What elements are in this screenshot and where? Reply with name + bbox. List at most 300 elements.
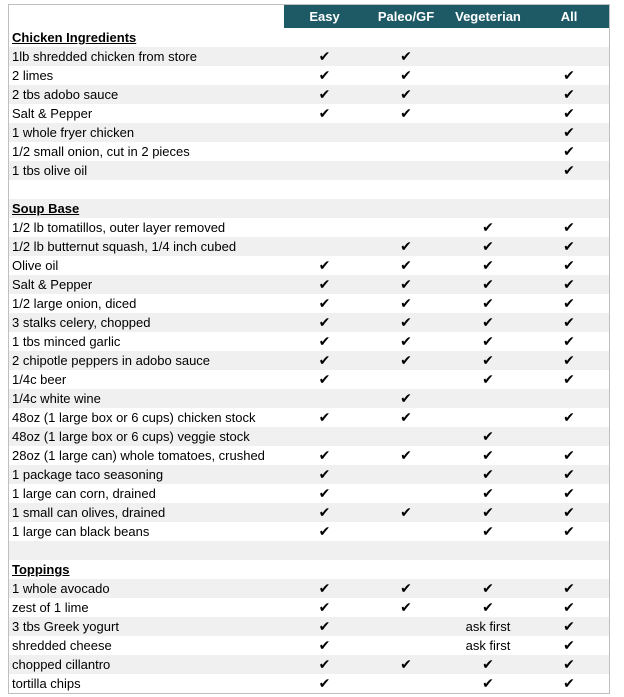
ingredient-label: Salt & Pepper [12, 277, 93, 292]
empty-cell-easy [284, 180, 365, 199]
checkmark-glyph: ✔ [318, 656, 331, 673]
empty-cell-vegeterian [447, 85, 529, 104]
checkmark-glyph: ✔ [400, 276, 412, 293]
checkmark-glyph: ✔ [400, 257, 412, 274]
check-icon [365, 256, 447, 275]
check-icon [284, 598, 365, 617]
check-icon [365, 294, 447, 313]
checkmark-glyph: ✔ [400, 67, 412, 84]
checkmark-glyph: ✔ [482, 428, 494, 445]
check-icon [447, 522, 529, 541]
check-icon [284, 294, 365, 313]
checkmark-glyph: ✔ [563, 352, 575, 369]
empty-cell-easy [284, 199, 365, 218]
check-icon [529, 503, 609, 522]
ingredient-label: 1 package taco seasoning [12, 467, 164, 482]
check-icon [529, 351, 609, 370]
empty-cell-vegeterian [447, 541, 529, 560]
checkmark-glyph: ✔ [482, 504, 494, 521]
table-header [9, 5, 609, 28]
empty-cell-easy [284, 28, 365, 47]
checkmark-glyph: ✔ [482, 656, 494, 673]
ingredient-label: 2 limes [12, 68, 54, 83]
ingredient-label: 1/2 lb tomatillos, outer layer removed [12, 220, 226, 235]
cell-note-vegeterian [447, 617, 529, 636]
empty-cell-paleo-gf [365, 636, 447, 655]
check-icon [447, 218, 529, 237]
check-icon [284, 47, 365, 66]
section-title: Soup Base [12, 201, 80, 216]
checkmark-glyph: ✔ [400, 504, 412, 521]
checkmark-glyph: ✔ [318, 371, 331, 388]
spacer-row [9, 541, 609, 560]
empty-cell-paleo-gf [365, 142, 447, 161]
check-icon [365, 237, 447, 256]
check-icon [529, 256, 609, 275]
ingredient-label: 3 tbs Greek yogurt [12, 619, 119, 634]
check-icon [284, 579, 365, 598]
check-icon [365, 351, 447, 370]
empty-cell-all [529, 28, 609, 47]
ingredient-label: zest of 1 lime [12, 600, 89, 615]
checkmark-glyph: ✔ [563, 257, 575, 274]
checkmark-glyph: ✔ [400, 599, 412, 616]
empty-cell-paleo-gf [365, 560, 447, 579]
check-icon [365, 598, 447, 617]
check-icon [447, 256, 529, 275]
checkmark-glyph: ✔ [318, 352, 331, 369]
checkmark-glyph: ✔ [563, 580, 575, 597]
checkmark-glyph: ✔ [318, 257, 331, 274]
checkmark-glyph: ✔ [318, 86, 331, 103]
checkmark-glyph: ✔ [563, 314, 575, 331]
check-icon [529, 104, 609, 123]
checkmark-glyph: ✔ [482, 238, 494, 255]
note-text: ask first [465, 619, 511, 634]
table-row [9, 446, 609, 465]
ingredient-label: Olive oil [12, 258, 59, 273]
check-icon [284, 332, 365, 351]
checkmark-glyph: ✔ [563, 656, 575, 673]
checkmark-glyph: ✔ [563, 371, 575, 388]
check-icon [284, 408, 365, 427]
table-row [9, 389, 609, 408]
empty-cell-vegeterian [447, 142, 529, 161]
empty-cell-vegeterian [447, 66, 529, 85]
empty-cell-vegeterian [447, 123, 529, 142]
checkmark-glyph: ✔ [318, 580, 331, 597]
ingredient-label: 1/4c white wine [12, 391, 101, 406]
check-icon [365, 503, 447, 522]
checkmark-glyph: ✔ [482, 257, 494, 274]
check-icon [529, 161, 609, 180]
empty-cell-all [529, 47, 609, 66]
table-row [9, 370, 609, 389]
check-icon [447, 313, 529, 332]
empty-cell-paleo-gf [365, 427, 447, 446]
checkmark-glyph: ✔ [563, 675, 575, 692]
check-icon [529, 218, 609, 237]
checkmark-glyph: ✔ [563, 86, 575, 103]
table-row [9, 218, 609, 237]
empty-cell-all [529, 389, 609, 408]
checkmark-glyph: ✔ [482, 219, 494, 236]
checkmark-glyph: ✔ [318, 637, 331, 654]
checkmark-glyph: ✔ [482, 466, 494, 483]
check-icon [284, 256, 365, 275]
checkmark-glyph: ✔ [318, 105, 331, 122]
checkmark-glyph: ✔ [400, 390, 412, 407]
checkmark-glyph: ✔ [563, 466, 575, 483]
ingredient-label: 1 whole avocado [12, 581, 110, 596]
ingredient-label: 1/2 large onion, diced [12, 296, 137, 311]
empty-cell-easy [284, 389, 365, 408]
check-icon [365, 408, 447, 427]
check-icon [365, 47, 447, 66]
empty-cell-all [529, 541, 609, 560]
ingredient-label: Salt & Pepper [12, 106, 93, 121]
empty-cell-vegeterian [447, 161, 529, 180]
checkmark-glyph: ✔ [563, 238, 575, 255]
section-row [9, 560, 609, 579]
empty-cell-all [529, 199, 609, 218]
check-icon [447, 351, 529, 370]
header-easy: Easy [284, 5, 365, 28]
checkmark-glyph: ✔ [318, 485, 331, 502]
empty-cell-easy [284, 161, 365, 180]
empty-cell-paleo-gf [365, 161, 447, 180]
check-icon [365, 66, 447, 85]
note-text: ask first [465, 638, 511, 653]
empty-cell-vegeterian [447, 199, 529, 218]
table-row [9, 47, 609, 66]
checkmark-glyph: ✔ [400, 86, 412, 103]
checkmark-glyph: ✔ [482, 314, 494, 331]
check-icon [447, 370, 529, 389]
check-icon [284, 66, 365, 85]
check-icon [529, 484, 609, 503]
checkmark-glyph: ✔ [400, 314, 412, 331]
ingredient-label: 28oz (1 large can) whole tomatoes, crushed [12, 448, 265, 463]
empty-cell-vegeterian [447, 408, 529, 427]
checkmark-glyph: ✔ [563, 67, 575, 84]
checkmark-glyph: ✔ [563, 276, 575, 293]
empty-cell-paleo-gf [365, 28, 447, 47]
table-row [9, 484, 609, 503]
check-icon [284, 104, 365, 123]
table-row [9, 427, 609, 446]
check-icon [447, 674, 529, 693]
checkmark-glyph: ✔ [482, 580, 494, 597]
empty-cell-paleo-gf [365, 370, 447, 389]
ingredient-label: 1 tbs minced garlic [12, 334, 121, 349]
ingredient-label [9, 180, 284, 199]
checkmark-glyph: ✔ [318, 618, 331, 635]
check-icon [284, 503, 365, 522]
check-icon [284, 370, 365, 389]
checkmark-glyph: ✔ [482, 371, 494, 388]
empty-cell-easy [284, 560, 365, 579]
empty-cell-easy [284, 123, 365, 142]
ingredient-label [9, 541, 284, 560]
checkmark-glyph: ✔ [318, 409, 331, 426]
checkmark-glyph: ✔ [400, 238, 412, 255]
check-icon [529, 313, 609, 332]
empty-cell-paleo-gf [365, 218, 447, 237]
checkmark-glyph: ✔ [318, 447, 331, 464]
checkmark-glyph: ✔ [318, 599, 331, 616]
checkmark-glyph: ✔ [563, 162, 575, 179]
checkmark-glyph: ✔ [318, 295, 331, 312]
checkmark-glyph: ✔ [400, 447, 412, 464]
empty-cell-vegeterian [447, 389, 529, 408]
check-icon [447, 446, 529, 465]
check-icon [365, 85, 447, 104]
checkmark-glyph: ✔ [563, 105, 575, 122]
check-icon [447, 237, 529, 256]
table-row [9, 313, 609, 332]
check-icon [529, 85, 609, 104]
ingredient-label: 2 chipotle peppers in adobo sauce [12, 353, 211, 368]
checkmark-glyph: ✔ [563, 143, 575, 160]
check-icon [529, 332, 609, 351]
table-row [9, 408, 609, 427]
check-icon [529, 655, 609, 674]
ingredient-label: 1 small can olives, drained [12, 505, 166, 520]
empty-cell-vegeterian [447, 560, 529, 579]
check-icon [447, 655, 529, 674]
checkmark-glyph: ✔ [318, 48, 331, 65]
check-icon [529, 598, 609, 617]
ingredient-label: 2 tbs adobo sauce [12, 87, 119, 102]
table-row [9, 465, 609, 484]
check-icon [447, 503, 529, 522]
empty-cell-paleo-gf [365, 522, 447, 541]
ingredient-table [8, 4, 610, 694]
table-row [9, 104, 609, 123]
ingredient-label: 1 whole fryer chicken [12, 125, 135, 140]
table-row [9, 636, 609, 655]
check-icon [447, 579, 529, 598]
check-icon [529, 408, 609, 427]
header-vegeterian: Vegeterian [447, 5, 529, 28]
check-icon [284, 313, 365, 332]
ingredient-label: tortilla chips [12, 676, 81, 691]
checkmark-glyph: ✔ [400, 105, 412, 122]
check-icon [529, 237, 609, 256]
table-row [9, 674, 609, 693]
empty-cell-easy [284, 142, 365, 161]
check-icon [365, 389, 447, 408]
table-row [9, 275, 609, 294]
check-icon [284, 446, 365, 465]
check-icon [365, 313, 447, 332]
checkmark-glyph: ✔ [318, 504, 331, 521]
check-icon [284, 85, 365, 104]
check-icon [529, 579, 609, 598]
section-row [9, 28, 609, 47]
checkmark-glyph: ✔ [318, 675, 331, 692]
checkmark-glyph: ✔ [563, 409, 575, 426]
empty-cell-all [529, 180, 609, 199]
checkmark-glyph: ✔ [482, 333, 494, 350]
ingredient-label: 1 large can corn, drained [12, 486, 156, 501]
table-row [9, 617, 609, 636]
ingredient-label: 1/4c beer [12, 372, 67, 387]
empty-cell-vegeterian [447, 47, 529, 66]
empty-cell-vegeterian [447, 180, 529, 199]
checkmark-glyph: ✔ [563, 599, 575, 616]
check-icon [529, 370, 609, 389]
checkmark-glyph: ✔ [400, 656, 412, 673]
checkmark-glyph: ✔ [400, 295, 412, 312]
table-row [9, 294, 609, 313]
checkmark-glyph: ✔ [482, 599, 494, 616]
ingredient-label: 1/2 small onion, cut in 2 pieces [12, 144, 190, 159]
empty-cell-all [529, 427, 609, 446]
checkmark-glyph: ✔ [400, 333, 412, 350]
table-row [9, 256, 609, 275]
table-row [9, 161, 609, 180]
ingredient-label: 1lb shredded chicken from store [12, 49, 197, 64]
empty-cell-easy [284, 218, 365, 237]
check-icon [284, 275, 365, 294]
empty-cell-paleo-gf [365, 123, 447, 142]
table-body [9, 28, 609, 693]
check-icon [284, 674, 365, 693]
empty-cell-paleo-gf [365, 180, 447, 199]
checkmark-glyph: ✔ [563, 124, 575, 141]
check-icon [447, 598, 529, 617]
table-row [9, 503, 609, 522]
check-icon [365, 655, 447, 674]
check-icon [529, 446, 609, 465]
table-row [9, 522, 609, 541]
empty-cell-easy [284, 237, 365, 256]
check-icon [284, 636, 365, 655]
ingredient-label: 48oz (1 large box or 6 cups) chicken stock [12, 410, 256, 425]
checkmark-glyph: ✔ [563, 295, 575, 312]
check-icon [529, 66, 609, 85]
check-icon [447, 484, 529, 503]
check-icon [284, 522, 365, 541]
empty-cell-paleo-gf [365, 465, 447, 484]
ingredient-label: chopped cillantro [12, 657, 111, 672]
table-row [9, 579, 609, 598]
check-icon [284, 617, 365, 636]
ingredient-label: 48oz (1 large box or 6 cups) veggie stock [12, 429, 250, 444]
table-row [9, 123, 609, 142]
checkmark-glyph: ✔ [482, 352, 494, 369]
header-paleo-gf: Paleo/GF [365, 5, 447, 28]
checkmark-glyph: ✔ [563, 504, 575, 521]
checkmark-glyph: ✔ [563, 637, 575, 654]
checkmark-glyph: ✔ [318, 523, 331, 540]
check-icon [447, 427, 529, 446]
check-icon [365, 332, 447, 351]
checkmark-glyph: ✔ [563, 447, 575, 464]
checkmark-glyph: ✔ [400, 352, 412, 369]
ingredient-label: 1 tbs olive oil [12, 163, 88, 178]
ingredient-label: shredded cheese [12, 638, 112, 653]
empty-cell-paleo-gf [365, 674, 447, 693]
table-row [9, 142, 609, 161]
check-icon [365, 104, 447, 123]
ingredient-label: 1/2 lb butternut squash, 1/4 inch cubed [12, 239, 237, 254]
table-row [9, 237, 609, 256]
checkmark-glyph: ✔ [482, 295, 494, 312]
checkmark-glyph: ✔ [563, 333, 575, 350]
empty-cell-paleo-gf [365, 199, 447, 218]
checkmark-glyph: ✔ [400, 409, 412, 426]
checkmark-glyph: ✔ [318, 314, 331, 331]
ingredient-label: 3 stalks celery, chopped [12, 315, 151, 330]
checkmark-glyph: ✔ [563, 523, 575, 540]
header-all: All [529, 5, 609, 28]
checkmark-glyph: ✔ [400, 580, 412, 597]
table-row [9, 332, 609, 351]
table-row [9, 598, 609, 617]
empty-cell-easy [284, 541, 365, 560]
checkmark-glyph: ✔ [482, 485, 494, 502]
spacer-row [9, 180, 609, 199]
check-icon [529, 522, 609, 541]
checkmark-glyph: ✔ [563, 618, 575, 635]
checkmark-glyph: ✔ [318, 466, 331, 483]
empty-cell-vegeterian [447, 104, 529, 123]
empty-cell-paleo-gf [365, 541, 447, 560]
check-icon [284, 484, 365, 503]
table-row [9, 85, 609, 104]
empty-cell-all [529, 560, 609, 579]
checkmark-glyph: ✔ [318, 333, 331, 350]
check-icon [529, 275, 609, 294]
section-title: Chicken Ingredients [12, 30, 137, 45]
check-icon [529, 123, 609, 142]
check-icon [365, 579, 447, 598]
ingredient-label: 1 large can black beans [12, 524, 150, 539]
empty-cell-paleo-gf [365, 484, 447, 503]
checkmark-glyph: ✔ [482, 675, 494, 692]
check-icon [529, 674, 609, 693]
empty-cell-vegeterian [447, 28, 529, 47]
check-icon [529, 617, 609, 636]
checkmark-glyph: ✔ [482, 523, 494, 540]
check-icon [365, 275, 447, 294]
check-icon [284, 465, 365, 484]
section-title: Toppings [12, 562, 70, 577]
check-icon [529, 636, 609, 655]
check-icon [284, 351, 365, 370]
checkmark-glyph: ✔ [563, 219, 575, 236]
check-icon [284, 655, 365, 674]
check-icon [447, 275, 529, 294]
header-blank [9, 5, 284, 28]
table-row [9, 655, 609, 674]
check-icon [529, 142, 609, 161]
check-icon [529, 465, 609, 484]
cell-note-vegeterian [447, 636, 529, 655]
check-icon [447, 294, 529, 313]
table-row [9, 66, 609, 85]
check-icon [365, 446, 447, 465]
checkmark-glyph: ✔ [482, 447, 494, 464]
checkmark-glyph: ✔ [563, 485, 575, 502]
checkmark-glyph: ✔ [482, 276, 494, 293]
checkmark-glyph: ✔ [400, 48, 412, 65]
check-icon [447, 332, 529, 351]
checkmark-glyph: ✔ [318, 67, 331, 84]
